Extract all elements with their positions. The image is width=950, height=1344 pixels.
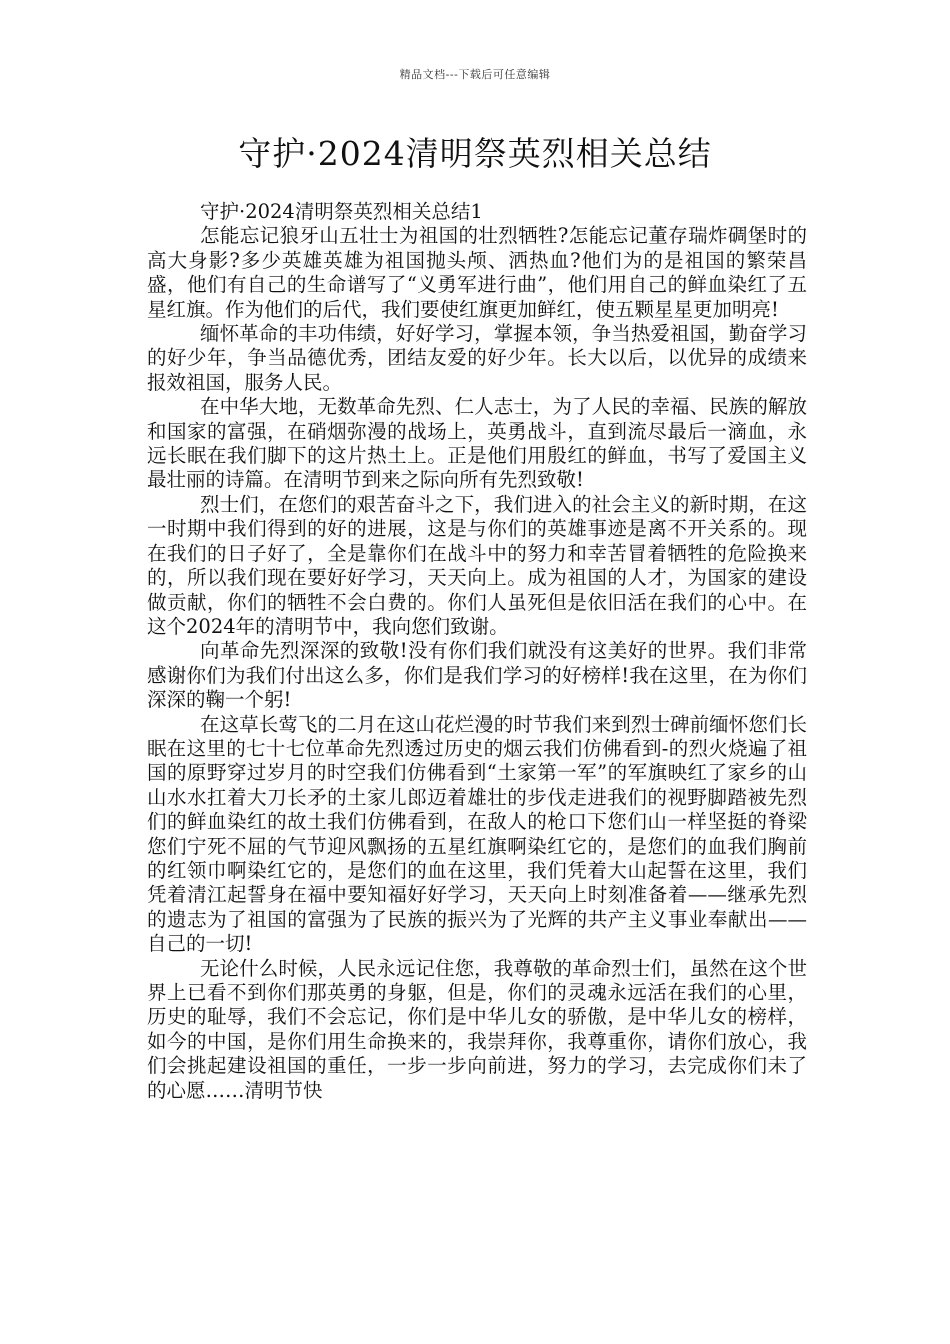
section-subtitle: 守护·2024清明祭英烈相关总结1 bbox=[200, 200, 483, 223]
paragraph-6: 在这草长莺飞的二月在这山花烂漫的时节我们来到烈士碑前缅怀您们长眠在这里的七十七位革命先烈透过历史的烟云我们仿佛看到-的烈火烧遍了祖国的原野穿过岁月的时空我们仿佛看到“土家第一军”的军旗映红了家乡的山山水水扛着大刀长矛的土家儿郎迈着雄壮的步伐走进我们的视野脚踏被先烈们的鲜血染红的故土我们仿佛看到，在敌人的枪口下您们山一样坚挺的脊梁您们宁死不屈的气节迎风飘扬的五星红旗啊染红它的，是您们的血我们胸前的红领巾啊染红它的，是您们的血在这里，我们凭着大山起誓在这里，我们凭着清江起誓身在福中要知福好好学习，天天向上时刻准备着——继承先烈的遗志为了祖国的富强为了民族的振兴为了光辉的共产主义事业奉献出——自己的一切! bbox=[147, 712, 807, 956]
paragraph-3: 在中华大地，无数革命先烈、仁人志士，为了人民的幸福、民族的解放和国家的富强，在硝烟弥漫的战场上，英勇战斗，直到流尽最后一滴血，永远长眠在我们脚下的这片热土上。正是他们用殷红的鲜血，书写了爱国主义最壮丽的诗篇。在清明节到来之际向所有先烈致敬! bbox=[147, 395, 807, 492]
paragraph-2: 缅怀革命的丰功伟绩，好好学习，掌握本领，争当热爱祖国，勤奋学习的好少年，争当品德优秀，团结友爱的好少年。长大以后，以优异的成绩来报效祖国，服务人民。 bbox=[147, 322, 807, 394]
document-title: 守护·2024清明祭英烈相关总结 bbox=[238, 134, 712, 173]
paragraph-7: 无论什么时候，人民永远记住您，我尊敬的革命烈士们，虽然在这个世界上已看不到你们那英勇的身躯，但是，你们的灵魂永远活在我们的心里，历史的耻辱，我们不会忘记，你们是中华儿女的骄傲，是中华儿女的榜样，如今的中国，是你们用生命换来的，我崇拜你，我尊重你，请你们放心，我们会挑起建设祖国的重任，一步一步向前进，努力的学习，去完成你们未了的心愿……清明节快 bbox=[147, 956, 807, 1102]
document-body bbox=[147, 200, 807, 1103]
page-header: 精品文档---下载后可任意编辑 bbox=[399, 68, 551, 81]
paragraph-4: 烈士们，在您们的艰苦奋斗之下，我们进入的社会主义的新时期，在这一时期中我们得到的好的进展，这是与你们的英雄事迹是离不开关系的。现在我们的日子好了，全是靠你们在战斗中的努力和幸苦冒着牺牲的危险换来的，所以我们现在要好好学习，天天向上。成为祖国的人才，为国家的建设做贡献，你们的牺牲不会白费的。你们人虽死但是依旧活在我们的心中。在这个2024年的清明节中，我向您们致谢。 bbox=[147, 492, 807, 638]
paragraph-5: 向革命先烈深深的致敬!没有你们我们就没有这美好的世界。我们非常感谢你们为我们付出这么多，你们是我们学习的好榜样!我在这里，在为你们深深的鞠一个躬! bbox=[147, 639, 807, 712]
paragraph-1: 怎能忘记狼牙山五壮士为祖国的壮烈牺牲?怎能忘记董存瑞炸碉堡时的高大身影?多少英雄英雄为祖国抛头颅、洒热血?他们为的是祖国的繁荣昌盛，他们有自己的生命谱写了“义勇军进行曲”，他们用自己的鲜血染红了五星红旗。作为他们的后代，我们要使红旗更加鲜红，使五颗星星更加明亮! bbox=[147, 224, 807, 321]
